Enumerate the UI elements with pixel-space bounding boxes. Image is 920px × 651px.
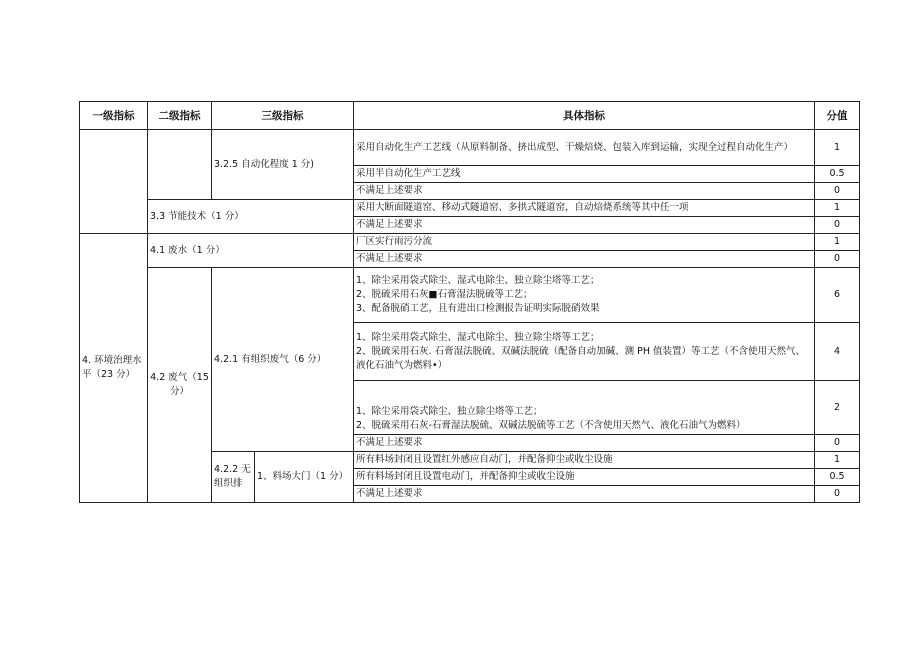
score-cell: 0.5 — [815, 469, 860, 486]
detail-line: 1、除尘采用袋式除尘、湿式电除尘、独立除尘塔等工艺； — [356, 331, 600, 343]
score-cell: 2 — [815, 381, 860, 435]
detail-cell: 不满足上述要求 — [354, 435, 815, 452]
level3-cell: 3.2.5 自动化程度 1 分) — [212, 130, 354, 200]
level1-cell-blank — [80, 130, 148, 234]
detail-cell: 采用半自动化生产工艺线 — [354, 166, 815, 183]
detail-line: 2、脱硫采用石灰. 石膏湿法脱硫、双碱法脱硫（配备自动加碱、测 PH 值装置）等工艺（不含使用天然气、液化石油气为燃料•） — [356, 345, 805, 371]
detail-line: 3、配备脱硝工艺，且有进出口检测报告证明实际脱硝效果 — [356, 303, 600, 314]
score-cell: 0 — [815, 217, 860, 234]
score-cell: 1 — [815, 130, 860, 166]
score-cell: 1 — [815, 234, 860, 251]
score-cell: 6 — [815, 268, 860, 323]
detail-cell: 不满足上述要求 — [354, 217, 815, 234]
detail-cell: 采用自动化生产工艺线（从原料制备、挤出成型、干燥焙烧、包装入库到运输，实现全过程自动化生产） — [354, 130, 815, 166]
level2-cell: 3.3 节能技术（1 分） — [148, 200, 354, 234]
detail-cell — [354, 381, 815, 435]
level3-sub-cell: 1、料场大门（1 分） — [255, 452, 354, 503]
score-cell: 0 — [815, 486, 860, 503]
table-row — [80, 268, 860, 323]
detail-line: 1、除尘采用袋式除尘、独立除尘塔等工艺； — [356, 406, 543, 417]
header-level2: 二级指标 — [148, 102, 212, 130]
score-cell: 0 — [815, 251, 860, 268]
detail-cell — [354, 268, 815, 323]
detail-cell: 采用大断面隧道窑、移动式隧道窑、多拱式隧道窑，自动焙烧系统等其中任一项 — [354, 200, 815, 217]
detail-cell: 不满足上述要求 — [354, 251, 815, 268]
score-cell: 0.5 — [815, 166, 860, 183]
detail-line: 2、脱硫采用石灰■石膏湿法脱硫等工艺； — [356, 289, 533, 300]
score-cell: 1 — [815, 452, 860, 469]
detail-line: 1、除尘采用袋式除尘、湿式电除尘、独立除尘塔等工艺； — [356, 275, 600, 286]
table-row — [80, 200, 860, 217]
header-level1: 一级指标 — [80, 102, 148, 130]
detail-cell — [354, 323, 815, 381]
score-cell: 4 — [815, 323, 860, 381]
indicator-table — [79, 101, 860, 503]
header-level3: 三级指标 — [212, 102, 354, 130]
level3-cell: 4.2.2 无组织排 — [212, 452, 255, 503]
score-cell: 0 — [815, 435, 860, 452]
detail-cell: 所有料场封闭且设置红外感应自动门，并配备抑尘或收尘设施 — [354, 452, 815, 469]
detail-cell: 不满足上述要求 — [354, 486, 815, 503]
level2-cell: 4.1 废水（1 分） — [148, 234, 354, 268]
score-cell: 0 — [815, 183, 860, 200]
level1-cell: 4. 环境治理水平（23 分） — [80, 234, 148, 503]
level2-cell: 4.2 废气（15 分） — [148, 268, 212, 503]
header-score: 分值 — [815, 102, 860, 130]
level3-cell: 4.2.1 有组织废气（6 分） — [212, 268, 354, 452]
detail-cell: 所有料场封闭且设置电动门，并配备抑尘或收尘设施 — [354, 469, 815, 486]
detail-cell: 不满足上述要求 — [354, 183, 815, 200]
detail-line: 2、脱硫采用石灰-石膏湿法脱硫、双碱法脱硫等工艺（不含使用天然气、液化石油气为燃料） — [356, 420, 746, 431]
table-row — [80, 234, 860, 251]
header-detail: 具体指标 — [354, 102, 815, 130]
header-row — [80, 102, 860, 130]
detail-cell: 厂区实行雨污分流 — [354, 234, 815, 251]
score-cell: 1 — [815, 200, 860, 217]
table-row — [80, 130, 860, 166]
level2-cell-blank — [148, 130, 212, 200]
